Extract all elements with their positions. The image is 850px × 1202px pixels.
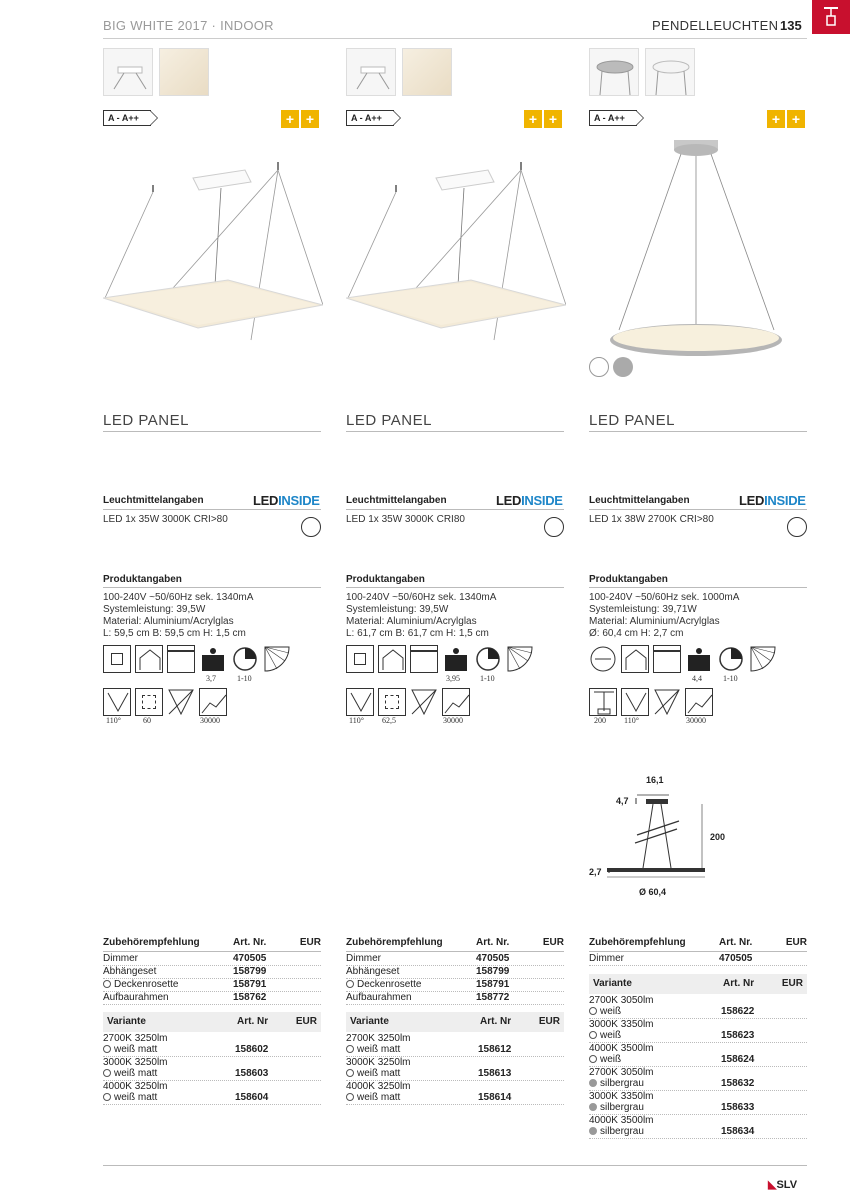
pendant-lamp-icon — [812, 0, 850, 34]
house-icon — [621, 645, 649, 673]
energy-label: A - A++ — [103, 110, 151, 126]
weight-value: 3,95 — [446, 674, 460, 683]
dim-panel-height: 2,7 — [589, 867, 602, 877]
accessory-header: Zubehörempfehlung Art. Nr. EUR — [589, 937, 807, 948]
weight-icon — [199, 645, 227, 673]
page-number: 135 — [780, 18, 802, 33]
light-distribution-icon — [263, 645, 291, 673]
color-swatch-white[interactable] — [589, 357, 609, 377]
plus-icon: + — [524, 110, 542, 128]
diffuser-value: 62,5 — [382, 716, 396, 725]
variant-header: Variante Art. Nr EUR — [589, 974, 807, 994]
table-row: Abhängeset 158799 — [346, 966, 564, 979]
dimmable-icon — [787, 517, 807, 537]
no-covering-icon — [653, 688, 681, 716]
lifetime-value: 30000 — [686, 716, 706, 725]
icon-row-2 — [103, 688, 227, 716]
beam-value: 110° — [106, 716, 121, 725]
dim-diameter: Ø 60,4 — [639, 887, 667, 897]
variant-table — [346, 1033, 564, 1105]
beam-angle-icon — [103, 688, 131, 716]
led-inside-logo: LEDINSIDE — [739, 493, 806, 508]
variant-header: Variante Art. Nr EUR — [103, 1012, 321, 1032]
lifetime-value: 30000 — [200, 716, 220, 725]
dimmable-icon — [301, 517, 321, 537]
lifetime-value: 30000 — [443, 716, 463, 725]
variant-row: 3000K 3350lm silbergrau 158633 — [589, 1091, 807, 1115]
no-covering-icon — [167, 688, 195, 716]
energy-label: A - A++ — [346, 110, 394, 126]
color-swatch-grey[interactable] — [613, 357, 633, 377]
dim-range-icon — [474, 645, 502, 673]
ceiling-mount-icon — [167, 645, 195, 673]
dim-top: 16,1 — [646, 775, 664, 785]
accessory-header: Zubehörempfehlung Art. Nr. EUR — [103, 937, 321, 948]
light-distribution-icon — [506, 645, 534, 673]
diffuser-value: 60 — [143, 716, 151, 725]
variant-row: 2700K 3050lm silbergrau 158632 — [589, 1067, 807, 1091]
table-row: Dimmer 470505 — [346, 953, 564, 966]
variant-row: 4000K 3500lm silbergrau 158634 — [589, 1115, 807, 1139]
square-shape-icon — [346, 645, 374, 673]
variant-row: 2700K 3250lm weiß matt 158602 — [103, 1033, 321, 1057]
plus-icon: + — [767, 110, 785, 128]
length-value: 200 — [594, 716, 606, 725]
dim-value: 1-10 — [723, 674, 738, 683]
table-row: Aufbaurahmen 158762 — [103, 992, 321, 1005]
variant-table — [589, 995, 807, 1139]
table-row: Aufbaurahmen 158772 — [346, 992, 564, 1005]
product-image — [589, 140, 809, 390]
section-title: PENDELLEUCHTEN — [652, 18, 779, 33]
catalog-title: BIG WHITE 2017 · INDOOR — [103, 18, 274, 33]
footer-divider — [103, 1165, 807, 1166]
lm-head: Leuchtmittelangaben — [589, 495, 690, 506]
variant-row: 3000K 3250lm weiß matt 158603 — [103, 1057, 321, 1081]
thumbnails — [589, 48, 695, 96]
diffuser-icon — [378, 688, 406, 716]
thumb-panel[interactable] — [159, 48, 209, 96]
accessory-table — [589, 953, 807, 966]
variant-row: 3000K 3250lm weiß matt 158613 — [346, 1057, 564, 1081]
house-icon — [378, 645, 406, 673]
icon-row-1 — [103, 645, 291, 673]
dim-value: 1-10 — [480, 674, 495, 683]
no-covering-icon — [410, 688, 438, 716]
led-inside-logo: LEDINSIDE — [496, 493, 563, 508]
accessory-table — [103, 953, 321, 1005]
plus-icon: + — [787, 110, 805, 128]
round-shape-icon — [589, 645, 617, 673]
table-row: Dimmer 470505 — [103, 953, 321, 966]
thumbnails — [103, 48, 209, 96]
efficiency-badges — [767, 110, 805, 128]
square-shape-icon — [103, 645, 131, 673]
product-title: LED PANEL — [103, 412, 189, 429]
plus-icon: + — [281, 110, 299, 128]
product-title: LED PANEL — [589, 412, 675, 429]
dimension-drawing — [589, 775, 809, 905]
icon-row-1 — [346, 645, 534, 673]
lm-line: LED 1x 35W 3000K CRI80 — [346, 514, 465, 525]
thumb-canopy-white[interactable] — [645, 48, 695, 96]
efficiency-badges — [281, 110, 319, 128]
energy-label: A - A++ — [589, 110, 637, 126]
dim-canopy-height: 4,7 — [616, 796, 629, 806]
beam-angle-icon — [346, 688, 374, 716]
pspec-head: Produktangaben — [346, 574, 425, 585]
icon-row-2 — [346, 688, 470, 716]
dim-value: 1-10 — [237, 674, 252, 683]
header-divider — [103, 38, 807, 39]
plus-icon: + — [544, 110, 562, 128]
accessory-table — [346, 953, 564, 1005]
accessory-header: Zubehörempfehlung Art. Nr. EUR — [346, 937, 564, 948]
icon-row-2 — [589, 688, 713, 716]
light-distribution-icon — [749, 645, 777, 673]
slv-logo: ◣SLV — [768, 1179, 798, 1191]
thumbnails — [346, 48, 452, 96]
pspec-head: Produktangaben — [103, 574, 182, 585]
weight-icon — [442, 645, 470, 673]
product-specs: 100-240V ~50/60Hz sek. 1000mA Systemleistung: 39,71W Material: Aluminium/Acrylglas Ø: 60,4 cm H: 2,7 cm — [589, 592, 740, 639]
house-icon — [135, 645, 163, 673]
variant-row: 3000K 3350lm weiß 158623 — [589, 1019, 807, 1043]
dim-range-icon — [231, 645, 259, 673]
table-row: Dimmer 470505 — [589, 953, 807, 966]
lifetime-icon — [199, 688, 227, 716]
variant-table — [103, 1033, 321, 1105]
plus-icon: + — [301, 110, 319, 128]
lm-line: LED 1x 38W 2700K CRI>80 — [589, 514, 714, 525]
product-title: LED PANEL — [346, 412, 432, 429]
table-row: Deckenrosette 158791 — [103, 979, 321, 992]
diffuser-icon — [135, 688, 163, 716]
weight-icon — [685, 645, 713, 673]
thumb-panel[interactable] — [402, 48, 452, 96]
beam-value: 110° — [349, 716, 364, 725]
ceiling-mount-icon — [410, 645, 438, 673]
product-image — [103, 140, 323, 390]
icon-row-1 — [589, 645, 777, 673]
beam-angle-icon — [621, 688, 649, 716]
thumb-fixture[interactable] — [103, 48, 153, 96]
ceiling-mount-icon — [653, 645, 681, 673]
suspension-length-icon — [589, 688, 617, 716]
thumb-fixture[interactable] — [346, 48, 396, 96]
lifetime-icon — [442, 688, 470, 716]
lm-head: Leuchtmittelangaben — [346, 495, 447, 506]
thumb-canopy-grey[interactable] — [589, 48, 639, 96]
lm-line: LED 1x 35W 3000K CRI>80 — [103, 514, 228, 525]
variant-row: 2700K 3050lm weiß 158622 — [589, 995, 807, 1019]
variant-row: 4000K 3250lm weiß matt 158604 — [103, 1081, 321, 1105]
weight-value: 3,7 — [206, 674, 216, 683]
dimmable-icon — [544, 517, 564, 537]
variant-row: 4000K 3250lm weiß matt 158614 — [346, 1081, 564, 1105]
variant-row: 2700K 3250lm weiß matt 158612 — [346, 1033, 564, 1057]
variant-row: 4000K 3500lm weiß 158624 — [589, 1043, 807, 1067]
product-specs: 100-240V ~50/60Hz sek. 1340mA Systemleistung: 39,5W Material: Aluminium/Acrylglas L: 61,7 cm B: 61,7 cm H: 1,5 cm — [346, 592, 497, 639]
section-tab — [812, 0, 850, 34]
beam-value: 110° — [624, 716, 639, 725]
table-row: Deckenrosette 158791 — [346, 979, 564, 992]
weight-value: 4,4 — [692, 674, 702, 683]
lm-head: Leuchtmittelangaben — [103, 495, 204, 506]
table-row: Abhängeset 158799 — [103, 966, 321, 979]
dim-range-icon — [717, 645, 745, 673]
variant-header: Variante Art. Nr EUR — [346, 1012, 564, 1032]
product-image — [346, 140, 566, 390]
pspec-head: Produktangaben — [589, 574, 668, 585]
dim-suspension: 200 — [710, 832, 726, 842]
efficiency-badges — [524, 110, 562, 128]
product-specs: 100-240V ~50/60Hz sek. 1340mA Systemleistung: 39,5W Material: Aluminium/Acrylglas L: 59,5 cm B: 59,5 cm H: 1,5 cm — [103, 592, 254, 639]
led-inside-logo: LEDINSIDE — [253, 493, 320, 508]
lifetime-icon — [685, 688, 713, 716]
